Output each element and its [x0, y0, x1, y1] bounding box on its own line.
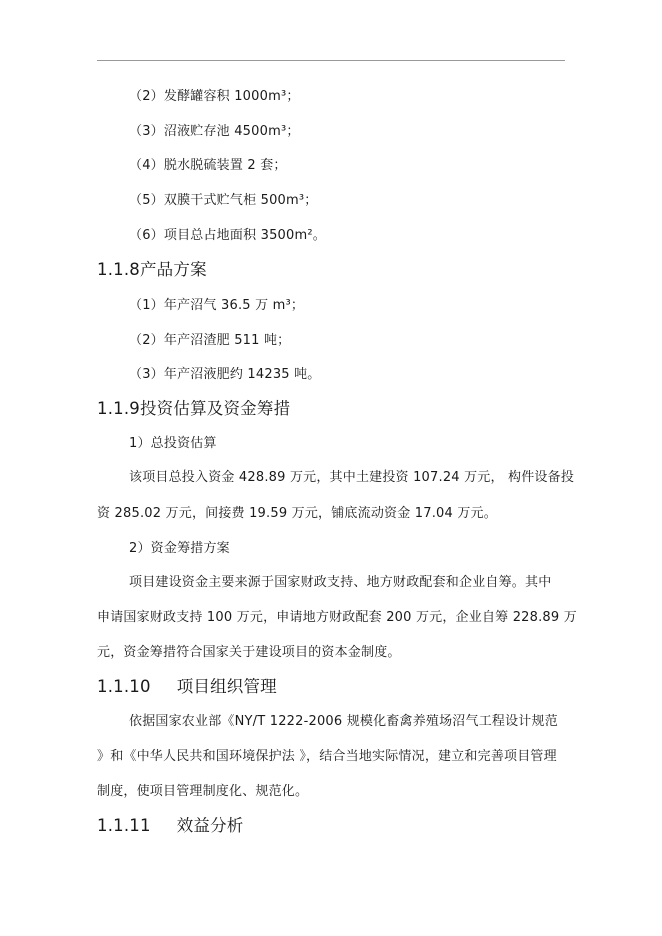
- list-item: （5）双膜干式贮气柜 500m³；: [129, 193, 318, 208]
- paragraph-line: 元，资金筹措符合国家关于建设项目的资本金制度。: [97, 645, 401, 660]
- paragraph-line: 制度，使项目管理制度化、规范化。: [97, 784, 309, 799]
- section-heading-1-1-11: [97, 815, 244, 837]
- paragraph-line: 资 285.02 万元，间接费 19.59 万元，铺底流动资金 17.04 万元。: [97, 506, 497, 521]
- paragraph-line: 该项目总投入资金 428.89 万元，其中土建投资 107.24 万元， 构件设备投: [129, 470, 575, 485]
- section-title: 产品方案: [139, 260, 207, 279]
- list-item: （1）年产沼气 36.5 万 m³；: [129, 298, 305, 313]
- list-item: （3）沼液贮存池 4500m³；: [129, 124, 300, 139]
- paragraph-line: 申请国家财政支持 100 万元，申请地方财政配套 200 万元，企业自筹 228.89 万: [97, 610, 577, 625]
- section-number: 1.1.8: [97, 260, 140, 279]
- section-number: 1.1.9: [97, 399, 140, 418]
- section-number: 1.1.11: [97, 816, 151, 835]
- section-number: 1.1.10: [97, 677, 151, 696]
- paragraph-line: 项目建设资金主要来源于国家财政支持、地方财政配套和企业自筹。其中: [129, 575, 552, 590]
- section-title: 投资估算及资金筹措: [139, 399, 291, 418]
- paragraph-line: 》和《中华人民共和国环境保护法 》，结合当地实际情况，建立和完善项目管理: [97, 749, 557, 764]
- section-heading-1-1-9: [97, 398, 290, 420]
- header-rule: [97, 60, 565, 61]
- paragraph-line: 依据国家农业部《NY/T 1222-2006 规模化畜禽养殖场沼气工程设计规范: [129, 714, 558, 729]
- section-title: 效益分析: [176, 816, 244, 835]
- section-heading-1-1-8: [97, 259, 207, 281]
- list-item: （4）脱水脱硫装置 2 套；: [129, 158, 287, 173]
- section-heading-1-1-10: [97, 676, 277, 698]
- subsection-title: 2）资金筹措方案: [129, 541, 230, 556]
- list-item: （6）项目总占地面积 3500m²。: [129, 228, 326, 243]
- list-item: （2）发酵罐容积 1000m³；: [129, 89, 300, 104]
- list-item: （2）年产沼渣肥 511 吨；: [129, 333, 291, 348]
- subsection-title: 1）总投资估算: [129, 436, 217, 451]
- list-item: （3）年产沼液肥约 14235 吨。: [129, 367, 321, 382]
- section-title: 项目组织管理: [176, 677, 277, 696]
